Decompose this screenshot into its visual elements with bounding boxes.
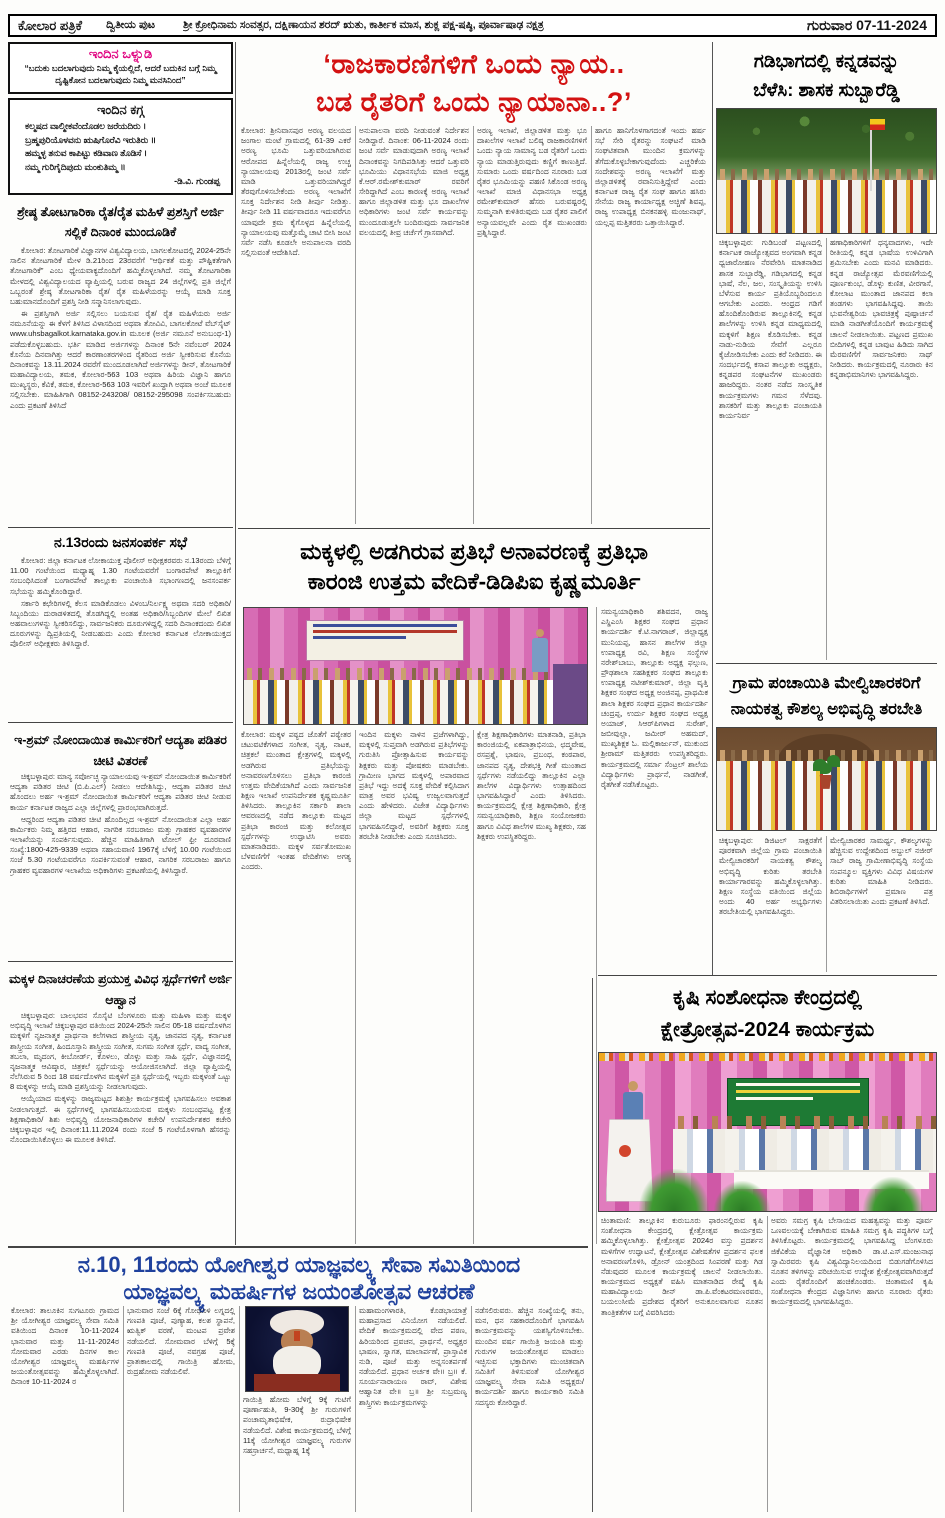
- speaker-at-podium: [532, 629, 548, 672]
- marigold-garland: [599, 1053, 936, 1061]
- agri-col-2: ಅವರು ಸಮಗ್ರ ಕೃಷಿ ಬೇಸಾಯದ ಮಹತ್ವವನ್ನು ಮತ್ತು ಪೂರ್ವ ಒಣವಲಯಕ್ಕೆ ಬೇಕಾಗಿರುವ ಮಾಹಿತಿ ಸಮಗ್ರ ಕೃಷಿ ಪದ್ಧತಿಗಳ ಬಗ್ಗೆ ತಿಳಿಸಿಕೊಟ್ಟರು. ಕಾರ್ಯಕ್ರಮದಲ್ಲಿ ಭಾಗವಹಿಸಿದ್ದ ಬೆಂಗಳೂರು ಜಿಕೆವಿಕೆಯ ವೈಜ್ಞಾನಿಕ ಅಧಿಕಾರಿ ಡಾ.ಟಿ.ಎಸ್.ಮಂಜುನಾಥ ಸ್ವಾಮಿರವರು ಕೃಷಿ ವಿಶ್ವವಿದ್ಯಾನಿಲಯದಿಂದ ಬಿಡುಗಡೆಗೊಳಿಸಿದ ನೂತನ ತಳಿಗಳನ್ನು ಪರಿಚಯಿಸುವ ಉದ್ದೇಶ ಕ್ಷೇತ್ರೋತ್ಸವವಾಗಿರುತ್ತದೆ ಎಂದು ರೈತರೊಂದಿಗೆ ಹಂಚಿಕೊಂಡರು. ಚಿಂತಾಮಣಿ ಕೃಷಿ ಸಂಶೋಧನಾ ಕೇಂದ್ರದ ವಿಜ್ಞಾನಿಗಳು ಹಾಗೂ ನೂರಾರು ರೈತರು ಕಾರ್ಯಕ್ರಮದಲ್ಲಿ ಭಾಗವಹಿಸಿದ್ದರು.: [771, 1216, 933, 1307]
- pratibha-columns: [238, 730, 590, 1244]
- lead-col-1: ಕೋಲಾರ: ಶ್ರೀನಿವಾಸಪುರ ಅರಣ್ಯ ವಲಯದ ಜಂಗಾಲ ಮಂಟೆ ಗ್ರಾಮದಲ್ಲಿ 61-39 ಎಕರೆ ಅರಣ್ಯ ಭೂಮಿ ಒತ್ತುವರಿಯಾಗಿರುವ ಆರೋಪದ ಹಿನ್ನೆಲೆಯಲ್ಲಿ ರಾಜ್ಯ ಉಚ್ಚ ನ್ಯಾಯಾಲಯವು 2013ರಲ್ಲಿ ಜಂಟಿ ಸರ್ವೆ ಮಾಡಿ ಒತ್ತುವರಿಯಾಗಿದ್ದರೆ ತೆರವುಗೊಳಿಸಬೇಕೆಂದು ಅರಣ್ಯ ಇಲಾಖೆಗೆ ಸೂಕ್ತ ನಿರ್ದೇಶನ ನೀಡಿ ತೀರ್ಪು ನೀಡಿತ್ತು. ತೀರ್ಪು ನೀಡಿ 11 ವರ್ಷವಾದರೂ ಇದುವರೆಗೂ ಯಾವುದೇ ಕ್ರಮ ಕೈಗೊಳ್ಳದ ಹಿನ್ನೆಲೆಯಲ್ಲಿ ನ್ಯಾಯಾಲಯವು ಮತ್ತೊಮ್ಮೆ ಚಾಟಿ ಬೀಸಿ ಜಂಟಿ ಸರ್ವೆ ನಡೆಸಿ ಕೂಡಲೇ ಅನುಪಾಲನಾ ವರದಿ ಸಲ್ಲಿಸುವಂತೆ ಆದೇಶಿಸಿದೆ.: [238, 126, 356, 524]
- column-rule: [235, 42, 236, 1245]
- section-rule: [8, 1246, 588, 1248]
- paragraph: ಚಿಕ್ಕಬಳ್ಳಾಪುರ: ಮಾನ್ಯ ಸರ್ವೋಚ್ಛ ನ್ಯಾಯಾಲಯವು ಇ-ಶ್ರಮ್ ನೋಂದಾಯಿತ ಕಾರ್ಮಿಕರಿಗೆ ಆದ್ಯತಾ ಪಡಿತರ ಚೀಟಿ (ಬಿ.ಪಿ.ಎಲ್) ನೀಡಲು ಆದೇಶಿಸಿದ್ದು, ಆದ್ಯತಾ ಪಡಿತರ ಚೀಟಿ ಹೊಂದಲು ಅರ್ಹ ಇ-ಶ್ರಮ್ ನೋಂದಾಯಿತ ಕಾರ್ಮಿಕರಿಗೆ ಆದ್ಯತಾ ಪಡಿತರ ಚೀಟಿ ನೀಡುವ ಕಾರ್ಯ ಕರ್ನಾಟಕ ರಾಜ್ಯದ ಎಲ್ಲಾ ಜಿಲ್ಲೆಗಳಲ್ಲಿ ಪ್ರಾರಂಭವಾಗಿರುತ್ತದೆ.: [10, 772, 231, 812]
- banner-text-line: [313, 630, 457, 633]
- pratibha-col-1: ಕೋಲಾರ: ಮಕ್ಕಳ ಪಠ್ಯದ ಜೊತೆಗೆ ಪಠ್ಯೇತರ ಚಟುವಟಿಕೆಗಳಾದ ಸಂಗೀತ, ನೃತ್ಯ, ನಾಟಕ, ಚಿತ್ರಕಲೆ ಮುಂತಾದ ಕ್ಷೇತ್ರಗಳಲ್ಲಿ ಮಕ್ಕಳಲ್ಲಿ ಅಡಗಿರುವ ಪ್ರತಿಭೆಯನ್ನು ಅನಾವರಣಗೊಳಿಸಲು ಪ್ರತಿಭಾ ಕಾರಂಜಿ ಉತ್ತಮ ವೇದಿಕೆಯಾಗಿದೆ ಎಂದು ಸಾರ್ವಜನಿಕ ಶಿಕ್ಷಣ ಇಲಾಖೆ ಉಪನಿರ್ದೇಶಕ ಕೃಷ್ಣಮೂರ್ತಿ ತಿಳಿಸಿದರು. ತಾಲ್ಲೂಕಿನ ಸರ್ಕಾರಿ ಶಾಲಾ ಆವರಣದಲ್ಲಿ ನಡೆದ ತಾಲ್ಲೂಕು ಮಟ್ಟದ ಪ್ರತಿಭಾ ಕಾರಂಜಿ ಮತ್ತು ಕಲೋತ್ಸವ ಸ್ಪರ್ಧೆಗಳನ್ನು ಉದ್ಘಾಟಿಸಿ ಅವರು ಮಾತನಾಡಿದರು. ಮಕ್ಕಳ ಸರ್ವತೋಮುಖ ಬೆಳವಣಿಗೆಗೆ ಇಂತಹ ವೇದಿಕೆಗಳು ಅಗತ್ಯ ಎಂದರು.: [238, 730, 356, 1244]
- paragraph: ಕೋಲಾರ: ತೋಟಗಾರಿಕೆ ವಿಜ್ಞಾನಗಳ ವಿಶ್ವವಿದ್ಯಾಲಯ, ಬಾಗಲಕೋಟದಲ್ಲಿ 2024-25ನೇ ಸಾಲಿನ ತೋಟಗಾರಿಕೆ ಮೇಳ ಡಿ.21ರಿಂದ 23ರವರೆಗೆ “ಆರ್ಥಿಕತೆ ಮತ್ತು ಪೌಷ್ಟಿಕತೆಗಾಗಿ ತೋಟಗಾರಿಕೆ” ಎಂಬ ಧ್ಯೇಯವಾಕ್ಯದೊಂದಿಗೆ ಹಮ್ಮಿಕೊಳ್ಳಲಾಗಿದೆ. ನಮ್ಮ ತೋಟಗಾರಿಕಾ ಮೇಳದಲ್ಲಿ ವಿಶ್ವವಿದ್ಯಾಲಯದ ವ್ಯಾಪ್ತಿಯಲ್ಲಿ ಬರುವ ರಾಜ್ಯದ 24 ಜಿಲ್ಲೆಗಳಲ್ಲಿ ಪ್ರತಿ ಜಿಲ್ಲೆಗೆ ಒಬ್ಬರಂತೆ ಶ್ರೇಷ್ಠ ತೋಟಗಾರಿಕಾ ರೈತ/ ರೈತ ಮಹಿಳೆಯರನ್ನು ಆಯ್ಕೆ ಮಾಡಿ ಸೂಕ್ತ ಬಹುಮಾನದೊಂದಿಗೆ ಪ್ರಶಸ್ತಿ ನೀಡಿ ಸನ್ಮಾನಿಸಲಾಗುವುದು.: [10, 246, 231, 306]
- pratibha-side-column: ಸಮನ್ವಯಾಧಿಕಾರಿ ಶಶಿವದನ, ರಾಜ್ಯ ಎಸ್ಡಿಎಂಸಿ ಶಿಕ್ಷಕರ ಸಂಘದ ಪ್ರಧಾನ ಕಾರ್ಯದರ್ಶಿ ಕೆ.ಟಿ.ನಾಗರಾಜ್, ಜಿಲ್ಲಾಧ್ಯಕ್ಷ ಮುನಿಯಪ್ಪ, ಹಾಸನ ಶಾಲೆಗಳ ಜಿಲ್ಲಾ ಉಪಾಧ್ಯಕ್ಷ ರವಿ, ಶಿಕ್ಷಣ ಸಂಸ್ಥೆಗಳ ನರೇಶ್‌ಬಾಬು, ತಾಲ್ಲೂಕು ಅಧ್ಯಕ್ಷ ಫಲ್ಗುಣ, ಪ್ರೌಢಶಾಲಾ ಸಹಶಿಕ್ಷಕರ ಸಂಘದ ತಾಲ್ಲೂಕು ಉಪಾಧ್ಯಕ್ಷ ನಟೀಶ್‌ಕುಮಾರ್, ಜಿಲ್ಲಾ ವೃತ್ತಿ ಶಿಕ್ಷಕರ ಸಂಘದ ಅಧ್ಯಕ್ಷ ಅಂಜಿನಪ್ಪ, ಪ್ರಾಥಮಿಕ ಶಾಲಾ ಶಿಕ್ಷಕರ ಸಂಘದ ಪ್ರಧಾನ ಕಾರ್ಯದರ್ಶಿ ಚಂದ್ರಪ್ಪ, ಉರ್ದು ಶಿಕ್ಷಕರ ಸಂಘದ ಅಧ್ಯಕ್ಷ ಅಯಾಜ್, ಸಿಆರ್‌ಪಿಗಳಾದ ಸುರೇಶ್, ಜಬೀವುಲ್ಲಾ, ಜಮೀರ್ ಅಹಮದ್, ಮುಖ್ಯಶಿಕ್ಷಕ ಓ. ಮಲ್ಲಿಕಾರ್ಜುನ್, ಮುಕುಂದ ಶ್ರೀರಾಮ್ ಮತ್ತಿತರರು ಉಪಸ್ಥಿತರಿದ್ದರು. ಕಾರ್ಯಕ್ರಮದಲ್ಲಿ ಸರ್ಮಾ ಸೆಂಟ್ರಲ್ ಶಾಲೆಯ ವಿದ್ಯಾರ್ಥಿಗಳು ಪ್ರಾರ್ಥನೆ, ನಾಡಗೀತೆ, ರೈತಗೀತೆ ನಡೆಸಿಕೊಟ್ಟರು.: [596, 607, 708, 1244]
- lead-col-2: ಅನುಪಾಲನಾ ವರದಿ ನೀಡುವಂತೆ ನಿರ್ದೇಶನ ನೀಡಿದ್ದಾರೆ. ದಿನಾಂಕ: 06-11-2024 ರಂದು ಜಂಟಿ ಸರ್ವೆ ಮಾಡುವುದಾಗಿ ಅರಣ್ಯ ಇಲಾಖೆ ದಿನಾಂಕವನ್ನು ನಿಗದಿಪಡಿಸಿತ್ತು ಆದರೆ ಒತ್ತುವರಿ ಭೂಮಿಯು ವಿಧಾನಸಭೆಯ ಮಾಜಿ ಅಧ್ಯಕ್ಷ ಕೆ.ಆರ್.ರಮೇಶ್‌ಕುಮಾರ್ ರವರಿಗೆ ಸೇರಿದ್ದಾಗಿದೆ ಎಂಬ ಕಾರಣಕ್ಕೆ ಅರಣ್ಯ ಇಲಾಖೆ ಹಾಗೂ ಜಿಲ್ಲಾಡಳಿತ ಮತ್ತು ಭೂ ದಾಖಲೆಗಳ ಅಧಿಕಾರಿಗಳು ಜಂಟಿ ಸರ್ವೆ ಕಾರ್ಯವನ್ನು ಮುಂದೂಡುತ್ತಲೇ ಬಂದಿರುವುದು ಸಾರ್ವಜನಿಕ ವಲಯದಲ್ಲಿ ತೀವ್ರ ಚರ್ಚೆಗೆ ಗ್ರಾಸವಾಗಿದೆ.: [356, 126, 474, 524]
- border-kannada-col-1: ಚಿಕ್ಕಬಳ್ಳಾಪುರ: ಗುಡಿಬಂಡೆ ಪಟ್ಟಣದಲ್ಲಿ ಕರ್ನಾಟಕ ರಾಜ್ಯೋತ್ಸವದ ಅಂಗವಾಗಿ ಕನ್ನಡ ಧ್ವಜಾರೋಹಣ ನೆರವೇರಿಸಿ ಮಾತನಾಡಿದ ಶಾಸಕ ಸುಬ್ಬಾರೆಡ್ಡಿ, ಗಡಿಭಾಗದಲ್ಲಿ ಕನ್ನಡ ಭಾಷೆ, ನೆಲ, ಜಲ, ಸಂಸ್ಕೃತಿಯನ್ನು ಉಳಿಸಿ ಬೆಳೆಸುವ ಕಾರ್ಯ ಪ್ರತಿಯೊಬ್ಬರಿಂದಲೂ ಆಗಬೇಕು ಎಂದರು. ಆಂಧ್ರದ ಗಡಿಗೆ ಹೊಂದಿಕೊಂಡಿರುವ ತಾಲ್ಲೂಕಿನಲ್ಲಿ ಕನ್ನಡ ಶಾಲೆಗಳನ್ನು ಉಳಿಸಿ ಕನ್ನಡ ಮಾಧ್ಯಮದಲ್ಲಿ ಮಕ್ಕಳಿಗೆ ಶಿಕ್ಷಣ ಕೊಡಿಸಬೇಕು. ಕನ್ನಡ ನಾಡು-ನುಡಿಯ ಸೇವೆಗೆ ಎಲ್ಲರೂ ಕೈಜೋಡಿಸಬೇಕು ಎಂದು ಕರೆ ನೀಡಿದರು. ಈ ಸಂದರ್ಭದಲ್ಲಿ ಕಸಾಪ ತಾಲ್ಲೂಕು ಅಧ್ಯಕ್ಷರು, ಕನ್ನಡಪರ ಸಂಘಟನೆಗಳ ಮುಖಂಡರು ಹಾಜರಿದ್ದರು. ನಂತರ ನಡೆದ ಸಾಂಸ್ಕೃತಿಕ ಕಾರ್ಯಕ್ರಮಗಳು ಗಮನ ಸೆಳೆದವು. ಶಾಸಕರಿಗೆ ಮತ್ತು ತಾಲ್ಲೂಕು ಪಂಚಾಯತಿ ಕಾರ್ಯನಿರ್ವ: [716, 238, 827, 660]
- quote-box-text: “ಬದುಕು ಬದಲಾಗುವುದು ನಿಮ್ಮ ಕೈಯಲ್ಲಿದೆ, ಆದರೆ ಬದುಕಿನ ಬಗ್ಗೆ ನಿಮ್ಮ ದೃಷ್ಟಿಕೋನ ಬದಲಾಗುವುದು ನಿಮ್ಮ ಮನಸಿನಿಂದ”: [24, 63, 217, 86]
- pratibha-headline-line1: ಮಕ್ಕಳಲ್ಲಿ ಅಡಗಿರುವ ಪ್ರತಿಭೆ ಅನಾವರಣಕ್ಕೆ ಪ್ರತಿಭಾ: [300, 539, 648, 564]
- agri-headline-line2: ಕ್ಷೇತ್ರೋತ್ಸವ-2024 ಕಾರ್ಯಕ್ರಮ: [660, 1017, 875, 1041]
- banner-text-line: [736, 1090, 860, 1093]
- quote-of-the-day-box: [8, 42, 233, 94]
- panchayat-col-2: ಮೇಲ್ವಿಚಾರಕರ ಸಾಮರ್ಥ್ಯ, ಕೌಶಲ್ಯಗಳನ್ನು ಹೆಚ್ಚಿಸುವ ಉದ್ದೇಶದಿಂದ ಅಬ್ದುಲ್ ನಜೀರ್ ಸಾಬ್ ರಾಜ್ಯ ಗ್ರಾಮೀಣಾಭಿವೃದ್ಧಿ ಸಂಸ್ಥೆಯ ಸಂಪನ್ಮೂಲ ವ್ಯಕ್ತಿಗಳು ವಿವಿಧ ವಿಷಯಗಳ ಕುರಿತು ಮಾಹಿತಿ ನೀಡಿದರು. ಶಿಬಿರಾರ್ಥಿಗಳಿಗೆ ಪ್ರಮಾಣ ಪತ್ರ ವಿತರಿಸಲಾಯಿತು ಎಂದು ಪ್ರಕಟಣೆ ತಿಳಿಸಿದೆ.: [830, 836, 933, 907]
- banner-text-line: [313, 624, 457, 627]
- border-kannada-headline-line2: ಬೆಳೆಸಿ: ಶಾಸಕ ಸುಬ್ಬಾರೆಡ್ಡಿ: [753, 78, 900, 100]
- yajnavalkya-headline-line1: ನ.10, 11ರಂದು ಯೋಗೀಶ್ವರ ಯಾಜ್ಞವಲ್ಕ್ಯ ಸೇವಾ ಸಮಿತಿಯಿಂದ: [77, 1252, 521, 1277]
- person-head: [536, 629, 544, 637]
- agri-headline-line1: ಕೃಷಿ ಸಂಶೋಧನಾ ಕೇಂದ್ರದಲ್ಲಿ: [672, 986, 863, 1009]
- crowd-row: [717, 180, 936, 233]
- kagga-line: ಬ್ರಹ್ಮಪುರಿಯೊಳವನು ಋಷಿಗೊರೆವಿ ಇರುತಿರು ॥: [25, 134, 156, 145]
- pratibha-col-2: ಇಂದಿನ ಮಕ್ಕಳು ನಾಳಿನ ಪ್ರಜೆಗಳಾಗಿದ್ದು, ಮಕ್ಕಳಲ್ಲಿ ಸುಪ್ತವಾಗಿ ಅಡಗಿರುವ ಪ್ರತಿಭೆಗಳನ್ನು ಗುರುತಿಸಿ ಪ್ರೋತ್ಸಾಹಿಸುವ ಕಾರ್ಯವನ್ನು ಶಿಕ್ಷಕರು ಮತ್ತು ಪೋಷಕರು ಮಾಡಬೇಕು. ಗ್ರಾಮೀಣ ಭಾಗದ ಮಕ್ಕಳಲ್ಲಿ ಅಪಾರವಾದ ಪ್ರತಿಭೆ ಇದ್ದು ಅದಕ್ಕೆ ಸೂಕ್ತ ವೇದಿಕೆ ಕಲ್ಪಿಸಿದಾಗ ಮಾತ್ರ ಅವರ ಭವಿಷ್ಯ ಉಜ್ವಲವಾಗುತ್ತದೆ ಎಂದು ಹೇಳಿದರು. ವಿಜೇತ ವಿದ್ಯಾರ್ಥಿಗಳು ಜಿಲ್ಲಾ ಮಟ್ಟದ ಸ್ಪರ್ಧೆಗಳಲ್ಲಿ ಭಾಗವಹಿಸಲಿದ್ದಾರೆ, ಅವರಿಗೆ ಶಿಕ್ಷಕರು ಸೂಕ್ತ ತರಬೇತಿ ನೀಡಬೇಕು ಎಂದು ಸೂಚಿಸಿದರು.: [356, 730, 474, 1244]
- paper-name: ಕೋಲಾರ ಪತ್ರಿಕೆ: [18, 17, 83, 33]
- banner-text-line: [736, 1083, 860, 1086]
- masthead: [8, 14, 937, 37]
- person-body: [532, 638, 548, 672]
- flag-hoisting-photo: [716, 108, 937, 234]
- foreground-plants: [639, 1169, 709, 1211]
- border-kannada-headline: [716, 47, 937, 104]
- kagga-line: ನಮ್ಮ ಗುರಿಗೈದಿಪುದು ಮಂಕುತಿಮ್ಮ ॥: [25, 161, 126, 172]
- person-head: [628, 1081, 638, 1091]
- paragraph: ಈ ಪ್ರಶಸ್ತಿಗಾಗಿ ಅರ್ಜಿ ಸಲ್ಲಿಸಲು ಬಯಸುವ ರೈತ/ ರೈತ ಮಹಿಳೆಯರು ಅರ್ಜಿ ನಮೂನೆಯನ್ನು ಈ ಕೆಳಗೆ ತಿಳಿಸಿದ ವಿಳಾಸದಿಂದ ಅಥವಾ ತೋವಿವಿ, ಬಾಗಲಕೋಟೆ ವೆಬ್‌ಸೈಟ್ www.uhsbagalkot.karnataka.gov.in ಮೂಲಕ (ಅರ್ಜಿ ನಮೂನೆ ಅನುಬಂಧ-1) ಪಡೆದುಕೊಳ್ಳಬಹುದು. ಭರ್ತಿ ಮಾಡಿದ ಅರ್ಜಿಗಳನ್ನು ದಿನಾಂಕ 5ನೇ ನವೆಂಬರ್ 2024 ಕೊನೆಯ ದಿನವಾಗಿತ್ತು ಆದರೆ ಕಾರಣಾಂತರಗಳಿಂದ ರೈತರಿಂದ ಅರ್ಜಿ ಸ್ವೀಕರಿಸುವ ಕೊನೆಯ ದಿನಾಂಕವನ್ನು 13.11.2024 ರವರೆಗೆ ಮುಂದೂಡಲಾಗಿದೆ ಅರ್ಜಿಗಳನ್ನು ಡೀನ್, ತೋಟಗಾರಿಕೆ ಮಹಾವಿದ್ಯಾಲಯ, ತಮಕ, ಕೋಲಾರ-563 103 ಅಥವಾ ಹಿರಿಯ ವಿಜ್ಞಾನಿ ಹಾಗೂ ಮುಖ್ಯಸ್ಥರು, ಕೆವಿಕೆ, ತಮಕ, ಕೋಲಾರ-563 103 ಇವರಿಗೆ ಖುದ್ದಾಗಿ ಅಥವಾ ಅಂಚೆ ಮೂಲಕ ಸಲ್ಲಿಸಬೇಕು. ಮಾಹಿತಿಗಾಗಿ 08152-243208/ 08152-295098 ಸಂಪರ್ಕಿಸಬಹುದು ಎಂದು ಪ್ರಕಟಣೆ ತಿಳಿಸಿದೆ: [10, 309, 231, 410]
- lead-headline: [240, 46, 708, 122]
- pratibha-col-3: ಕ್ಷೇತ್ರ ಶಿಕ್ಷಣಾಧಿಕಾರಿಗಳು ಮಾತನಾಡಿ, ಪ್ರತಿಭಾ ಕಾರಂಜಿಯಲ್ಲಿ ಏಕಪಾತ್ರಾಭಿನಯ, ಛದ್ಮವೇಷ, ರಸಪ್ರಶ್ನೆ, ಭಾಷಣ, ಪ್ರಬಂಧ, ಕಂಠಪಾಠ, ಜಾನಪದ ನೃತ್ಯ, ದೇಶಭಕ್ತಿ ಗೀತೆ ಮುಂತಾದ ಸ್ಪರ್ಧೆಗಳು ನಡೆಯಲಿದ್ದು ತಾಲ್ಲೂಕಿನ ಎಲ್ಲಾ ಶಾಲೆಗಳ ವಿದ್ಯಾರ್ಥಿಗಳು ಉತ್ಸಾಹದಿಂದ ಭಾಗವಹಿಸಿದ್ದಾರೆ ಎಂದು ತಿಳಿಸಿದರು. ಕಾರ್ಯಕ್ರಮದಲ್ಲಿ ಕ್ಷೇತ್ರ ಶಿಕ್ಷಣಾಧಿಕಾರಿ, ಕ್ಷೇತ್ರ ಸಮನ್ವಯಾಧಿಕಾರಿ, ಶಿಕ್ಷಣ ಸಂಯೋಜಕರು ಹಾಗೂ ವಿವಿಧ ಶಾಲೆಗಳ ಮುಖ್ಯ ಶಿಕ್ಷಕರು, ಸಹ ಶಿಕ್ಷಕರು ಉಪಸ್ಥಿತರಿದ್ದರು.: [477, 730, 586, 841]
- kagga-line: ಹಮ್ಮಳ್ಳ ತನುವ ಕಾಪಿಟ್ಟು ಕಡಿವಾಣ ತೊಡಿಸೆ ।: [25, 148, 148, 159]
- article-body: [10, 556, 231, 718]
- section-rule: [8, 961, 233, 962]
- yajnavalkya-headline: [10, 1252, 588, 1306]
- yaj-col-3: [240, 1306, 356, 1512]
- column-rule: [712, 42, 713, 975]
- panchayat-headline: [716, 670, 937, 723]
- panchayat-headline-line2: ನಾಯಕತ್ವ ಕೌಶಲ್ಯ ಅಭಿವೃದ್ಧಿ ತರಬೇತಿ: [730, 700, 923, 719]
- panchayat-col-1: ಚಿಕ್ಕಬಳ್ಳಾಪುರ: ಡಿಜಿಟಲ್ ಸಾಕ್ಷರತೆಗೆ ಪೂರಕವಾಗಿ ಜಿಲ್ಲೆಯ ಗ್ರಾಮ ಪಂಚಾಯಿತಿ ಮೇಲ್ವಿಚಾರಕರಿಗೆ ನಾಯಕತ್ವ ಕೌಶಲ್ಯ ಅಭಿವೃದ್ಧಿ ಕುರಿತು ತರಬೇತಿ ಕಾರ್ಯಾಗಾರವನ್ನು ಹಮ್ಮಿಕೊಳ್ಳಲಾಗಿತ್ತು. ಶಿಕ್ಷಣ ಸಂಸ್ಥೆಯ ವತಿಯಿಂದ ಜಿಲ್ಲೆಯ ಅಂದು 40 ಅರ್ಹ ಅಭ್ಯರ್ಥಿಗಳು ತರಬೇತಿಯಲ್ಲಿ ಭಾಗವಹಿಸಿದ್ದರು.: [716, 836, 827, 972]
- panchayat-headline-line1: ಗ್ರಾಮ ಪಂಚಾಯಿತಿ ಮೇಲ್ವಿಚಾರಕರಿಗೆ: [732, 674, 921, 692]
- yaj-col-3-text: ಗಾಯಿತ್ರಿ ಹೋಮ ಬೆಳಿಗ್ಗೆ 9ಕ್ಕೆ ಗುಟಿಗೆ ಪೂರ್ಣಾಹುತಿ, 9-30ಕ್ಕೆ ಶ್ರೀ ಗುರುಗಳಿಗೆ ಪಂಚಾಮೃತಾಭಿಷೇಕ, ರುದ್ರಾಭಿಷೇಕ ನಡೆಯಲಿದೆ. ವಿಶೇಷ ಕಾರ್ಯಕ್ರಮದಲ್ಲಿ ಬೆಳಿಗ್ಗೆ 11ಕ್ಕೆ ಯೋಗೀಶ್ವರ ಯಾಜ್ಞವಲ್ಕ್ಯ ಗುರುಗಳ ಸಹಸ್ರಾರ್ಚನೆ, ಮಧ್ಯಾಹ್ನ 1ಕ್ಕೆ: [243, 1395, 351, 1455]
- foreground-plants: [863, 1177, 923, 1211]
- paragraph: ಕೋಲಾರ: ಜಿಲ್ಲಾ ಕರ್ನಾಟಕ ಲೋಕಾಯುಕ್ತ ಪೊಲೀಸ್ ಅಧೀಕ್ಷಕರವರು ನ.13ರಂದು ಬೆಳಿಗ್ಗೆ 11.00 ಗಂಟೆಯಿಂದ ಮಧ್ಯಾಹ್ನ 1.30 ಗಂಟೆಯವರೆಗೆ ಬಂಗಾರಪೇಟೆ ತಾಲ್ಲೂಕಿಗೆ ಸಂಬಂಧಿಸಿದಂತೆ ಬಂಗಾರಪೇಟೆ ತಾಲ್ಲೂಕು ಪಂಚಾಯಿತಿ ಸಭಾಂಗಣದಲ್ಲಿ ಜನಸಂಪರ್ಕ ಸಭೆಯನ್ನು ಹಮ್ಮಿಕೊಂಡಿದ್ದಾರೆ.: [10, 556, 231, 596]
- lead-col-4: ಹಾಗೂ ಹಾನಿಗೊಳಗಾಗದಂತೆ ಇಂದು ಹರ್ಷ ಸಭೆ ಸೇರಿ ರೈತರನ್ನು ಸಂಘಟನೆ ಮಾಡಿ ಸಂಘಟಿತವಾಗಿ ಮುಂದಿನ ಕ್ರಮಗಳನ್ನು ತೆಗೆದುಕೊಳ್ಳಬೇಕಾಗುವುದೆಂದು ಎಚ್ಚರಿಕೆಯ ಸಂದೇಶವನ್ನು ಅರಣ್ಯ ಇಲಾಖೆಗೆ ಮತ್ತು ಜಿಲ್ಲಾಡಳಿತಕ್ಕೆ ರವಾನಿಸುತ್ತಿದ್ದೇವೆ ಎಂದು ಕರ್ನಾಟಕ ರಾಜ್ಯ ರೈತ ಸಂಘ ಹಾಗೂ ಹಸಿರು ಸೇನೆಯ ರಾಜ್ಯ ಕಾರ್ಯಾಧ್ಯಕ್ಷ ಅಚ್ಚಿಣೆ ಶಿವಪ್ಪ, ರಾಜ್ಯ ಉಪಾಧ್ಯಕ್ಷ ಬಿನಕನಹಳ್ಳಿ ಮಂಜುನಾಥ್, ಯಲ್ಲಪ್ಪ ಮತ್ತಿತರರು ಒತ್ತಾಯಿಸಿದ್ದಾರೆ.: [595, 126, 706, 227]
- stage-banner: [306, 620, 464, 662]
- panchayat-columns: [716, 836, 937, 972]
- pratibha-stage-photo: [243, 607, 588, 725]
- sage-portrait-photo: [245, 1306, 349, 1392]
- person-body: [623, 1092, 643, 1122]
- yajnavalkya-columns: [8, 1306, 588, 1512]
- section-rule: [8, 722, 233, 723]
- podium-logo: [619, 1145, 631, 1157]
- section-rule: [238, 528, 710, 529]
- yajnavalkya-headline-line2: ಯಾಜ್ಞವಲ್ಕ್ಯ ಮಹರ್ಷಿಗಳ ಜಯಂತೋತ್ಸವ ಆಚರಣೆ: [123, 1278, 475, 1304]
- seated-guests-row: [673, 1129, 936, 1173]
- yaj-col-1: ಕೋಲಾರ: ತಾಲೂಕಿನ ಸುಗಟೂರು ಗ್ರಾಮದ ಶ್ರೀ ಯೋಗೀಶ್ವರ ಯಾಜ್ಞವಲ್ಕ್ಯ ಸೇವಾ ಸಮಿತಿ ವತಿಯಿಂದ ದಿನಾಂಕ 10-11-2024 ಭಾನುವಾರ ಮತ್ತು 11-11-2024ರ ಸೋಮವಾರ ಎರಡು ದಿನಗಳ ಕಾಲ ಯೋಗೀಶ್ವರ ಯಾಜ್ಞವಲ್ಕ್ಯ ಮಹರ್ಷಿಗಳ ಜಯಂತೋತ್ಸವವನ್ನು ಹಮ್ಮಿಕೊಳ್ಳಲಾಗಿದೆ. ದಿನಾಂಕ 10-11-2024 ರ: [8, 1306, 124, 1512]
- sage-tilak: [294, 1331, 300, 1341]
- paragraph: ಚಿಕ್ಕಬಳ್ಳಾಪುರ: ಬಾಲಭವನ ಸೊಸೈಟಿ ಬೆಂಗಳೂರು ಮತ್ತು ಮಹಿಳಾ ಮತ್ತು ಮಕ್ಕಳ ಅಭಿವೃದ್ಧಿ ಇಲಾಖೆ ಚಿಕ್ಕಬಳ್ಳಾಪುರ ವತಿಯಿಂದ 2024-25ನೇ ಸಾಲಿನ 05-18 ವರ್ಷದೊಳಗಿನ ಮಕ್ಕಳಿಗೆ ನೃಜನಾತ್ಮಕ ಪ್ರಾರ್ಥನಾ ಕಲೆಗಳಾದ ಶಾಸ್ತ್ರೀಯ ನೃತ್ಯ, ಜಾನಪದ ನೃತ್ಯ, ಕರ್ನಾಟಕ ಶಾಸ್ತ್ರೀಯ ಸಂಗೀತ, ಹಿಂದೂಸ್ತಾನಿ ಶಾಸ್ತ್ರೀಯ ಸಂಗೀತ, ಸುಗಮ ಸಂಗೀತ ಸ್ಪರ್ಧೆ, ವಾದ್ಯ ಸಂಗೀತ, ತಬಲಾ, ಮೃದಂಗ, ಕೀಬೋರ್ಡ್, ಕೊಳಲು, ಡೊಳ್ಳು ಮತ್ತು ಸಾಹಿ ಸ್ಪರ್ಧೆ, ವಿಜ್ಞಾನದಲ್ಲಿ ನೃಜನಾತ್ಮಕ ಆವಿಷ್ಕಾರ, ಚಿತ್ರಕಲೆ ಸ್ಪರ್ಧೆಯನ್ನು ಆಯೋಜಿಸಲಾಗಿದೆ. ಜಿಲ್ಲಾ ವ್ಯಾಪ್ತಿಯಲ್ಲಿ ನೆಲೆಸಿರುವ 5 ರಿಂದ 18 ವರ್ಷದೊಳಗಿನ ಮಕ್ಕಳಿಗೆ ಪ್ರತಿ ಸ್ಪರ್ಧೆಯಲ್ಲಿ ಇಬ್ಬರು ಮಕ್ಕಳಂತೆ ಒಟ್ಟು 8 ಮಕ್ಕಳನ್ನು ಆಯ್ಕೆ ಮಾಡಿ ಪ್ರಶಸ್ತಿಯನ್ನು ನೀಡಲಾಗುವುದು.: [10, 1011, 231, 1092]
- yaj-col-5: ನಡೆಸಲಿರುವರು. ಹೆಚ್ಚಿನ ಸಂಖ್ಯೆಯಲ್ಲಿ ತನು, ಮನ, ಧನ ಸಹಕಾರದೊಂದಿಗೆ ಭಾಗವಹಿಸಿ ಕಾರ್ಯಕ್ರಮವನ್ನು ಯಶಸ್ವಿಗೊಳಿಸಬೇಕು. ಮುಂದಿನ ವರ್ಷ ಗಾಯಿತ್ರಿ ಜಯಂತಿ ಮತ್ತು ಗುರುಗಳ ಜಯಂತೋತ್ಸವ ಮಾಡಲು ಇಚ್ಛ‍ಿಸುವ ಭಕ್ತಾದಿಗಳು ಮುಂಚಿತವಾಗಿ ಸಮಿತಿಗೆ ತಿಳಿಸುವಂತೆ ಯೋಗೀಶ್ವರ ಯಾಜ್ಞವಲ್ಕ್ಯ ಸೇವಾ ಸಮಿತಿ ಅಧ್ಯಕ್ಷರು/ಕಾರ್ಯದರ್ಶಿ ಹಾಗೂ ಕಾರ್ಯಕಾರಿ ಸಮಿತಿ ಸದಸ್ಯರು ಕೋರಿದ್ದಾರೆ.: [475, 1306, 584, 1407]
- page-number-label: ದ್ವಿತೀಯ ಪುಟ: [106, 19, 156, 31]
- agri-headline: [598, 982, 937, 1046]
- paragraph: ಆಯ್ಕೆಯಾದ ಮಕ್ಕಳನ್ನು ರಾಜ್ಯಮಟ್ಟದ ಶಿಶುಶ್ರೀ ಕಾರ್ಯಕ್ರಮಕ್ಕೆ ಭಾಗವಹಿಸಲು ಅವಕಾಶ ನೀಡಲಾಗುತ್ತದೆ. ಈ ಸ್ಪರ್ಧೆಗಳಲ್ಲಿ ಭಾಗವಹಿಸಬಯಸುವ ಮಕ್ಕಳು ಸಂಬಂಧಪಟ್ಟ ಕ್ಷೇತ್ರ ಶಿಕ್ಷಣಾಧಿಕಾರಿ/ ಶಿಶು ಅಭಿವೃದ್ಧಿ ಯೋಜನಾಧಿಕಾರಿಗಳ ಕಚೇರಿ/ ಉಪನಿರ್ದೇಶಕರ ಕಚೇರಿ ಚಿಕ್ಕಬಳ್ಳಾಪುರ ಇಲ್ಲಿ ದಿನಾಂಕ:11.11.2024 ರಂದು ಸಂಜೆ 5 ಗಂಟೆಯೊಳಗಾಗಿ ಹೆಸರನ್ನು ನೊಂದಾಯಿಸಿಕೊಳ್ಳಲು ಈ ಮೂಲಕ ತಿಳಿಸಿದೆ.: [10, 1094, 231, 1145]
- crowd-heads: [717, 169, 936, 180]
- pratibha-headline: [240, 537, 708, 598]
- article-body: [10, 1011, 231, 1243]
- kagga-author: -ಡಿ.ವಿ. ಗುಂಡಪ್ಪ: [174, 175, 220, 186]
- column-rule: [592, 978, 593, 1512]
- kagga-line: ಕಲ್ಮಷದ ವಾಲ್ಮೀಕವೆಂದೊಡಲ ಜರೆಯದಿರು ।: [25, 121, 147, 131]
- pratibha-headline-line2: ಕಾರಂಜಿ ಉತ್ತಮ ವೇದಿಕೆ-ಡಿಡಿಪಿಐ ಕೃಷ್ಣಮೂರ್ತಿ: [307, 569, 641, 595]
- article-body: [10, 772, 231, 957]
- agri-event-photo: [598, 1052, 937, 1212]
- article-title-childrens-day: ಮಕ್ಕಳ ದಿನಾಚರಣೆಯ ಪ್ರಯುಕ್ತ ವಿವಿಧ ಸ್ಪರ್ಧೆಗಳಿಗೆ ಅರ್ಜಿ ಆಹ್ವಾನ: [9, 972, 232, 1008]
- sage-robe: [254, 1374, 340, 1391]
- section-rule: [716, 663, 937, 664]
- lead-headline-line1: ‘ರಾಜಕಾರಣಿಗಳಿಗೆ ಒಂದು ನ್ಯಾಯ..: [323, 49, 625, 79]
- lead-article-columns: [238, 126, 710, 524]
- panchanga-line: ಶ್ರೀ ಕ್ರೋಧಿನಾಮ ಸಂವತ್ಸರ, ದಕ್ಷಿಣಾಯನ ಶರದ್ ಋತು, ಕಾರ್ತೀಕ ಮಾಸ, ಶುಕ್ಲ ಪಕ್ಷ-ಷಷ್ಠಿ, ಪೂರ್ವಾಷಾಢ ನಕ್ಷತ್ರ: [183, 19, 544, 31]
- agri-columns: [598, 1216, 937, 1512]
- kagga-box-title: ಇಂದಿನ ಕಗ್ಗ: [96, 102, 145, 117]
- kagga-of-the-day-box: [8, 98, 233, 195]
- seated-guests-row: [244, 680, 587, 724]
- border-kannada-col-2: ಹಣಾಧಿಕಾರಿಗಳಿಗೆ ಧನ್ಯವಾದಗಳು, ಇದೇ ರೀತಿಯಲ್ಲಿ ಕನ್ನಡ ಭಾಷೆಯ ಉಳಿವಿಗಾಗಿ ಶ್ರಮಿಸಬೇಕು ಎಂದು ಮನವಿ ಮಾಡಿದರು. ಕನ್ನಡ ರಾಜ್ಯೋತ್ಸವ ಮೆರವಣಿಗೆಯಲ್ಲಿ ಪೂರ್ಣಕುಂಭ, ಡೊಳ್ಳು ಕುಣಿತ, ವೀರಗಾಸೆ, ಕೋಲಾಟ ಮುಂತಾದ ಜಾನಪದ ಕಲಾ ತಂಡಗಳು ಭಾಗವಹಿಸಿದ್ದವು. ತಾಯಿ ಭುವನೇಶ್ವರಿಯ ಭಾವಚಿತ್ರಕ್ಕೆ ಪುಷ್ಪಾರ್ಚನೆ ಮಾಡಿ ನಾಡಗೀತೆಯೊಂದಿಗೆ ಕಾರ್ಯಕ್ರಮಕ್ಕೆ ಚಾಲನೆ ನೀಡಲಾಯಿತು. ಪಟ್ಟಣದ ಪ್ರಮುಖ ಬೀದಿಗಳಲ್ಲಿ ಕನ್ನಡ ಬಾವುಟ ಹಿಡಿದು ಸಾಗಿದ ಮೆರವಣಿಗೆಗೆ ಸಾರ್ವಜನಿಕರು ಸಾಥ್ ನೀಡಿದರು. ಕಾರ್ಯಕ್ರಮದಲ್ಲಿ ನೂರಾರು ಕಿನ ಕನ್ನಡಾಭಿಮಾನಿಗಳು ಭಾಗವಹಿಸಿದ್ದರು.: [830, 238, 933, 380]
- speaker-figure: [623, 1081, 643, 1122]
- edition-date: ಗುರುವಾರ 07-11-2024: [807, 17, 927, 33]
- quote-box-title: ಇಂದಿನ ಒಳ್ನುಡಿ: [88, 46, 153, 61]
- seated-guests-heads: [673, 1116, 936, 1129]
- kannada-flag: [870, 119, 885, 130]
- paragraph: ಸರ್ಕಾರಿ ಕಛೇರಿಗಳಲ್ಲಿ ಕೆಲಸ ಮಾಡಿಕೊಡಲು ವಿಳಂಬ/ನಿರ್ಲಕ್ಷ್ಯ ಅಥವಾ ಸದರಿ ಅಧಿಕಾರಿ/ಸಿಬ್ಬಂದಿಯು ದುರಾಡಳಿತದಲ್ಲಿ ತೊಡಗಿದ್ದಲ್ಲಿ ಅಂತಹ ಅಧಿಕಾರಿ/ಸಿಬ್ಬಂದಿಗಳ ಮೇಲೆ ಲಿಖಿತ ಅಹವಾಲುಗಳನ್ನು ಸ್ವೀಕರಿಸಲಿದ್ದು, ಸಾರ್ವಜನಿಕರು ದೂರುಗಳಿದ್ದಲ್ಲಿ ಸದರಿ ದಿನಾಂಕದಂದು ಲಿಖಿತ ದೂರುಗಳನ್ನು ದ್ವಿಪ್ರತಿಯಲ್ಲಿ ನೀಡಬಹುದು ಎಂದು ಕೋಲಾರ ಕರ್ನಾಟಕ ಲೋಕಾಯುಕ್ತದ ಪೊಲೀಸ್ ಅಧೀಕ್ಷಕರು ತಿಳಿಸಿದ್ದಾರೆ.: [10, 598, 231, 649]
- banner-text-line: [736, 1097, 813, 1100]
- lead-headline-line2: ಬಡ ರೈತರಿಗೆ ಒಂದು ನ್ಯಾಯಾನಾ..?’: [316, 86, 632, 117]
- banner-text-line: [313, 636, 406, 639]
- article-title-public-meeting: ನ.13ರಂದು ಜನಸಂಪರ್ಕ ಸಭೆ: [53, 534, 188, 550]
- border-kannada-columns: [716, 238, 937, 660]
- section-rule: [8, 527, 233, 528]
- article-title-eshram-ration: ಇ-ಶ್ರಮ್ ನೋಂದಾಯಿತ ಕಾರ್ಮಿಕರಿಗೆ ಆದ್ಯತಾ ಪಡಿತರ ಚೀಟಿ ವಿತರಣೆ: [14, 733, 227, 769]
- border-kannada-headline-line1: ಗಡಿಭಾಗದಲ್ಲಿ ಕನ್ನಡವನ್ನು: [753, 50, 900, 71]
- plant-leaves: [820, 763, 832, 774]
- paragraph: ಆದ್ದರಿಂದ ಆದ್ಯತಾ ಪಡಿತರ ಚೀಟಿ ಹೊಂದಿಲ್ಲದ ಇ-ಶ್ರಮ್ ನೋಂದಾಯಿತ ಎಲ್ಲಾ ಅರ್ಹ ಕಾರ್ಮಿಕರು ನಿಮ್ಮ ಹತ್ತಿರದ ಆಹಾರ, ನಾಗರಿಕ ಸರಬರಾಜು ಮತ್ತು ಗ್ರಾಹಕರ ವ್ಯವಹಾರಗಳ ಇಲಾಖೆಯನ್ನು ಸಂಪರ್ಕಿಸುವುದು. ಹೆಚ್ಚಿನ ಮಾಹಿತಿಗಾಗಿ ಟೋಲ್ ಫ್ರೀ ದೂರವಾಣಿ ಸಂಖ್ಯೆ:1800-425-9339 ಅಥವಾ ಸಹಾಯವಾಣಿ 1967ಕ್ಕೆ ಬೆಳಿಗ್ಗೆ 10.00 ಗಂಟೆಯಿಂದ ಸಂಜೆ 5.30 ಗಂಟೆಯವರೆಗೂ ಸಂಪರ್ಕಿಸುವಂತೆ ಆಹಾರ, ನಾಗರಿಕ ಸರಬರಾಜು ಹಾಗೂ ಗ್ರಾಹಕರ ವ್ಯವಹಾರಗಳ ಇಲಾಖೆಯ ಅಧಿಕಾರಿಗಳು ಪ್ರಕಟಣೆಯಲ್ಲಿ ತಿಳಿಸಿದ್ದಾರೆ.: [10, 814, 231, 875]
- yaj-col-2: ಭಾನುವಾರ ಸಂಜೆ 6ಕ್ಕೆ ಗೋಧೂಳಿ ಲಗ್ನದಲ್ಲಿ ಗಣಪತಿ ಪೂಜೆ, ಪುಣ್ಯಾಹ, ಕಲಶ ಸ್ಥಾಪನೆ, ಋತ್ವಿಕ್ ವರಣೆ, ಮಂಟಪ ಪ್ರವೇಶ ನಡೆಯಲಿದೆ. ಸೋಮವಾರ ಬೆಳಿಗ್ಗೆ 5ಕ್ಕೆ ಗಣಪತಿ ಪೂಜೆ, ನವಗ್ರಹ ಪೂಜೆ, ಪ್ರಾತಃಕಾಲದಲ್ಲಿ ಗಾಯಿತ್ರಿ ಹೋಮ, ರುದ್ರಹೋಮ ನಡೆಯಲಿವೆ.: [124, 1306, 240, 1512]
- yaj-col-4: ಮಹಾಮಂಗಳಾರತಿ, ಕೊಡಭಾಯಾತ್ರೆ ಮಹಾಪ್ರಸಾದ ವಿನಿಯೋಗ ನಡೆಯಲಿದೆ. ವೇದಿಕೆ ಕಾರ್ಯಕ್ರಮದಲ್ಲಿ ವೇದ ಪಠಣ, ಹಿರಿಯರಿಂದ ಪ್ರವಚನ, ಪ್ರಾರ್ಥನೆ, ಅಧ್ಯಕ್ಷರ ಭಾಷಣ, ಸ್ವಾಗತ, ಮಾಲಾರ್ಪಣೆ, ಪ್ರಾಸ್ತಾವಿಕ ನುಡಿ, ಪೂಜೆ ಮತ್ತು ಅನ್ನಸಂತರ್ಪಣೆ ನಡೆಯಲಿದೆ. ಪ್ರಧಾನ ಅರ್ಚಕ ವೇ॥ ಬ್ರ॥ ಕೆ. ಸೂರ್ಯನಾರಾಯಣ ರಾವ್, ವಿಶೇಷ ಆಹ್ವಾನಿತ ವೇ॥ ಬ್ರ॥ ಶ್ರೀ ಸುಬ್ರಮಣ್ಯ ಶಾಸ್ತ್ರಿಗಳು ಕಾರ್ಯಕ್ರಮಗಳನ್ನು: [356, 1306, 472, 1512]
- article-title-horticulture-award: ಶ್ರೇಷ್ಠ ತೋಟಗಾರಿಕಾ ರೈತ/ರೈತ ಮಹಿಳೆ ಪ್ರಶಸ್ತಿಗೆ ಅರ್ಜಿ ಸಲ್ಲಿಕೆ ದಿನಾಂಕ ಮುಂದೂಡಿಕೆ: [17, 205, 224, 239]
- foreground-plants: [714, 1181, 770, 1211]
- lead-col-3: ಅರಣ್ಯ ಇಲಾಖೆ, ಜಿಲ್ಲಾಡಳಿತ ಮತ್ತು ಭೂ ದಾಖಲೆಗಳ ಇಲಾಖೆ ಬಲಿಷ್ಠ ರಾಜಕಾರಣಿಗಳಿಗೆ ಒಂದು ನ್ಯಾಯ ಸಾಮಾನ್ಯ ಬಡ ರೈತರಿಗೆ ಒಂದು ನ್ಯಾಯ ಮಾಡುತ್ತಿರುವುದು ಕಣ್ಣಿಗೆ ಕಾಣುತ್ತಿದೆ. ಸುಮಾರು ಒಂದು ವರ್ಷದಿಂದ ನೂರಾರು ಬಡ ರೈತರ ಭೂಮಿಯನ್ನು ಪಹಣಿ ಸಿಕೊಂಡ ಅರಣ್ಯ ಇಲಾಖೆ ಮಾಜಿ ವಿಧಾನಸಭಾ ಅಧ್ಯಕ್ಷ ರಮೇಶ್‌ಕುಮಾರ್ ಹೆಸರು ಬರುವಷ್ಟರಲ್ಲಿ ಸುಮ್ಮನಾಗಿ ಕುಳಿತಿರುವುದು ಬಡ ರೈತರ ಪಾಲಿಗೆ ಅನ್ಯಾಯವಲ್ಲವೇ ಎಂದು ರೈತ ಮುಖಂಡರು ಪ್ರಶ್ನಿಸಿದ್ದಾರೆ.: [474, 126, 592, 524]
- agri-col-1: ಚಿಂತಾಮಣಿ: ತಾಲ್ಲೂಕಿನ ಕುರುಬೂರು ಫಾರಂನಲ್ಲಿರುವ ಕೃಷಿ ಸಂಶೋಧನಾ ಕೇಂದ್ರದಲ್ಲಿ ಕ್ಷೇತ್ರೋತ್ಸವ ಕಾರ್ಯಕ್ರಮ ಹಮ್ಮಿಕೊಳ್ಳಲಾಗಿತ್ತು. ಕ್ಷೇತ್ರೋತ್ಸವ 2024ರ ವಸ್ತು ಪ್ರದರ್ಶನ ಮಳಿಗೆಗಳ ಉದ್ಘಾಟನೆ, ಕ್ಷೇತ್ರೋತ್ಸವ ವಿಶೇಷತೆಗಳ ಪ್ರದರ್ಶನ ಫಲಕ ಅನಾವರಣಗೊಳಿಸಿ, ಡ್ರೋನ್ ಯಂತ್ರದಿಂದ ಸಿಂಪರಣೆ ಮತ್ತು ಗಿಡ ನೆಡುವುದರ ಮೂಲಕ ಕಾರ್ಯಕ್ರಮಕ್ಕೆ ಚಾಲನೆ ನೀಡಲಾಯಿತು. ಕಾರ್ಯಕ್ರಮದ ಅಧ್ಯಕ್ಷತೆ ವಹಿಸಿ ಮಾತನಾಡಿದ ರೇಷ್ಮೆ ಕೃಷಿ ಮಹಾವಿದ್ಯಾಲಯ ಡೀನ್ ಡಾ.ಪಿ.ವೆಂಕಟರಮಣರವರು, ಬಯಲುಸೀಮೆ ಪ್ರದೇಶದ ರೈತರಿಗೆ ಅನುಕೂಲವಾಗುವ ನೂತನ ತಾಂತ್ರಿಕತೆಗಳ ಬಗ್ಗೆ ವಿವರಿಸಿದರು: [598, 1216, 768, 1512]
- article-body: [10, 246, 231, 522]
- panchayat-training-photo: [716, 727, 937, 831]
- podium: [553, 664, 587, 724]
